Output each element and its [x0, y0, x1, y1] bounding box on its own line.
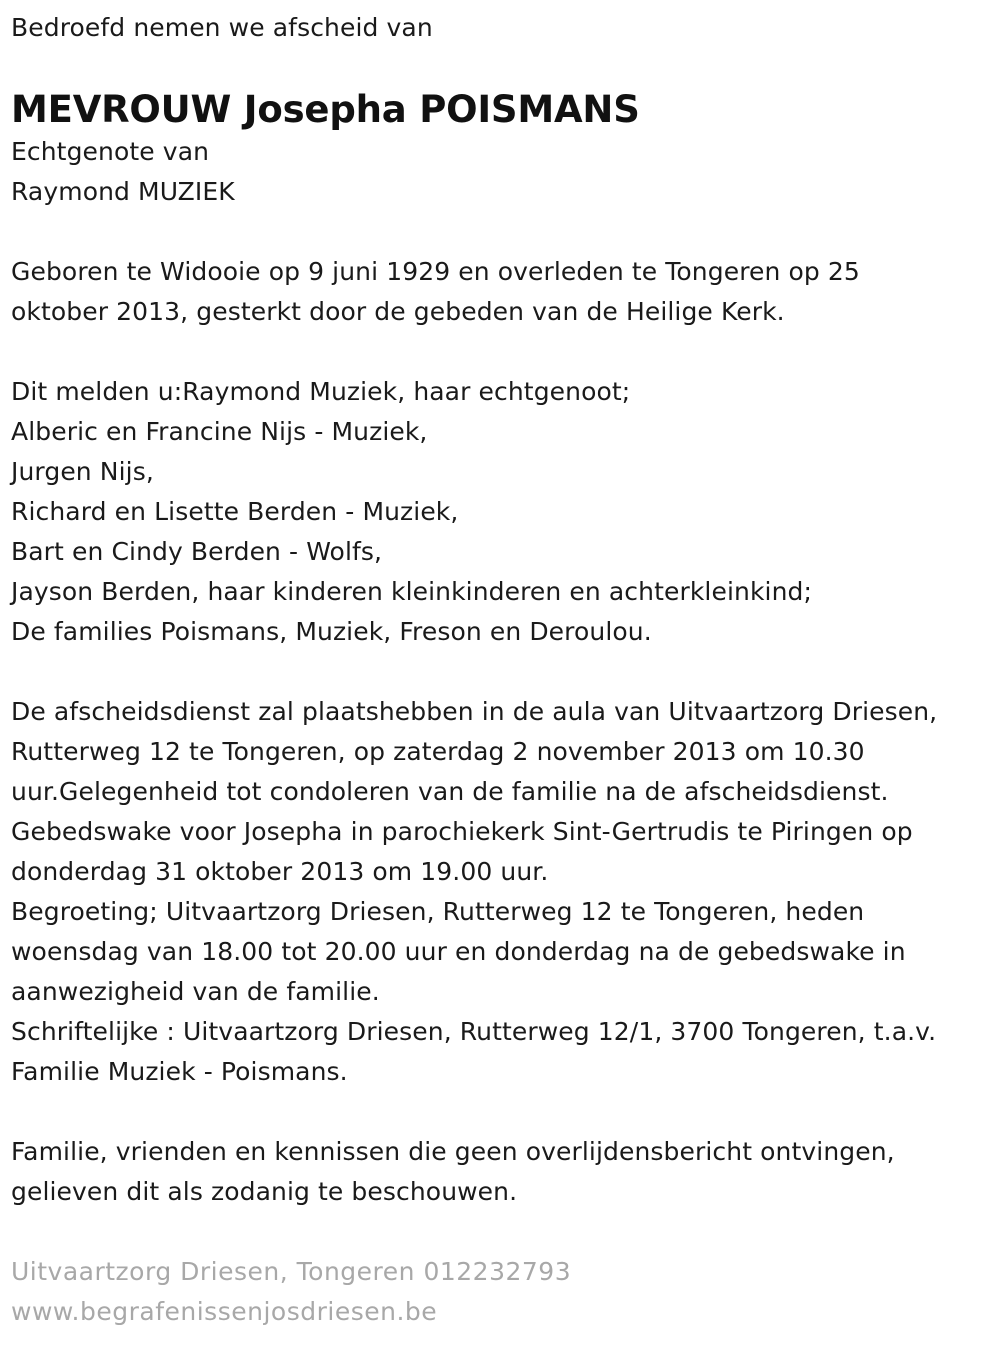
spacer [11, 212, 991, 252]
service-line: De afscheidsdienst zal plaatshebben in de aula van Uitvaartzorg Driesen, [11, 697, 938, 726]
deceased-name: MEVROUW Josepha POISMANS [11, 88, 640, 131]
birth-death-line: Geboren te Widooie op 9 juni 1929 en overleden te Tongeren op 25 [11, 257, 860, 286]
family-line: Jurgen Nijs, [11, 457, 154, 486]
family-line: Dit melden u:Raymond Muziek, haar echtgenoot; [11, 377, 631, 406]
obituary-notice [11, 8, 991, 1332]
intro-text: Bedroefd nemen we afscheid van [11, 13, 433, 42]
family-line: Bart en Cindy Berden - Wolfs, [11, 537, 383, 566]
service-line: Begroeting; Uitvaartzorg Driesen, Rutterweg 12 te Tongeren, heden [11, 897, 865, 926]
spacer [11, 1212, 991, 1252]
service-line: donderdag 31 oktober 2013 om 19.00 uur. [11, 857, 549, 886]
service-line: Schriftelijke : Uitvaartzorg Driesen, Rutterweg 12/1, 3700 Tongeren, t.a.v. [11, 1017, 937, 1046]
spouse-line: Echtgenote van [11, 137, 210, 166]
spacer [11, 1092, 991, 1132]
service-line: aanwezigheid van de familie. [11, 977, 380, 1006]
spacer [11, 652, 991, 692]
notice-line: gelieven dit als zodanig te beschouwen. [11, 1177, 518, 1206]
spouse-section [11, 132, 991, 212]
footer [11, 1252, 991, 1332]
family-line: Jayson Berden, haar kinderen kleinkinderen en achterkleinkind; [11, 577, 812, 606]
spacer [11, 332, 991, 372]
service-line: Rutterweg 12 te Tongeren, op zaterdag 2 november 2013 om 10.30 [11, 737, 865, 766]
service-line: Gebedswake voor Josepha in parochiekerk Sint-Gertrudis te Piringen op [11, 817, 913, 846]
birth-death-line: oktober 2013, gesterkt door de gebeden van de Heilige Kerk. [11, 297, 785, 326]
family-line: Richard en Lisette Berden - Muziek, [11, 497, 459, 526]
spouse-line: Raymond MUZIEK [11, 177, 235, 206]
service-line: woensdag van 18.00 tot 20.00 uur en donderdag na de gebedswake in [11, 937, 906, 966]
service-line: uur.Gelegenheid tot condoleren van de familie na de afscheidsdienst. [11, 777, 889, 806]
funeral-home-contact: Uitvaartzorg Driesen, Tongeren 012232793 [11, 1257, 572, 1286]
family-line: De families Poismans, Muziek, Freson en Deroulou. [11, 617, 652, 646]
family-section [11, 372, 991, 652]
birth-death-section [11, 252, 991, 332]
notice-section [11, 1132, 991, 1212]
service-section [11, 692, 991, 1092]
family-line: Alberic en Francine Nijs - Muziek, [11, 417, 428, 446]
notice-line: Familie, vrienden en kennissen die geen overlijdensbericht ontvingen, [11, 1137, 895, 1166]
website-link[interactable]: www.begrafenissenjosdriesen.be [11, 1297, 438, 1326]
service-line: Familie Muziek - Poismans. [11, 1057, 348, 1086]
